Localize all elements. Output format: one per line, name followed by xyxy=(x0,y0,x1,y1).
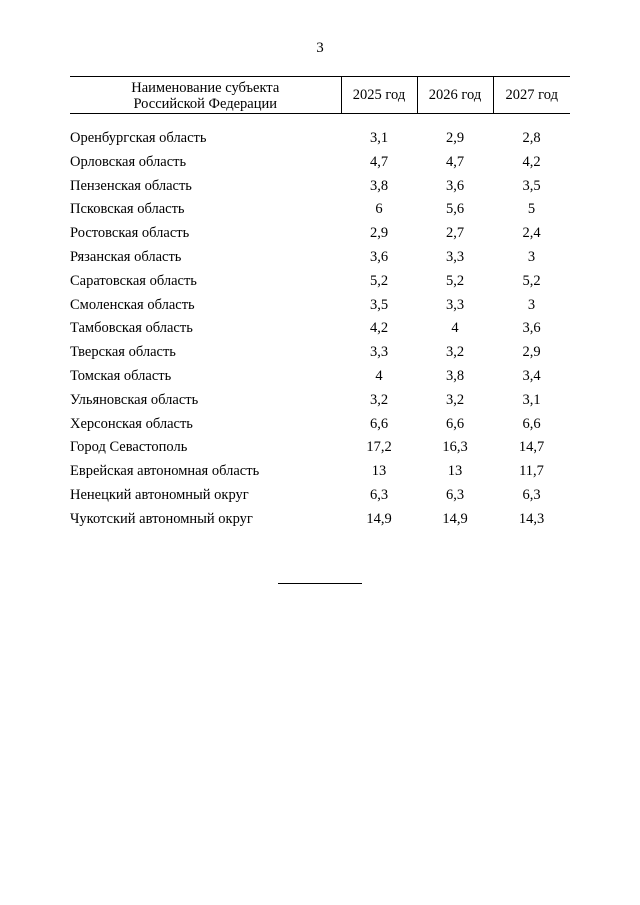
table-body xyxy=(70,114,570,532)
region-name-cell: Саратовская область xyxy=(70,272,197,289)
region-name-cell: Ненецкий автономный округ xyxy=(70,486,249,503)
value-cell-2025: 6,6 xyxy=(369,415,389,432)
table-row xyxy=(70,222,570,246)
header-year-2026: 2026 год xyxy=(417,77,493,114)
value-cell-2025: 3,2 xyxy=(369,391,389,408)
value-cell-2027: 3 xyxy=(527,296,536,313)
table-row xyxy=(70,413,570,437)
value-cell-2027: 14,7 xyxy=(518,439,545,456)
region-name-cell: Город Севастополь xyxy=(70,439,188,456)
region-name-cell: Херсонская область xyxy=(70,415,193,432)
table-row xyxy=(70,198,570,222)
region-name-cell: Тамбовская область xyxy=(70,320,193,337)
region-name-cell: Пензенская область xyxy=(70,177,192,194)
value-cell-2026: 14,9 xyxy=(442,510,468,527)
value-cell-2027: 4,2 xyxy=(522,153,541,170)
header-name-line2: Российской Федерации xyxy=(133,95,278,112)
value-cell-2026: 13 xyxy=(447,463,463,480)
value-cell-2025: 3,5 xyxy=(369,296,389,313)
value-cell-2026: 4,7 xyxy=(445,153,465,170)
value-cell-2027: 11,7 xyxy=(519,463,544,480)
value-cell-2026: 6,3 xyxy=(445,486,465,503)
value-cell-2027: 3,4 xyxy=(522,367,541,384)
regions-table xyxy=(70,76,570,532)
end-divider xyxy=(278,583,362,584)
region-name-cell: Псковская область xyxy=(70,201,185,218)
value-cell-2025: 4,2 xyxy=(369,320,389,337)
value-cell-2025: 14,9 xyxy=(366,510,392,527)
value-cell-2026: 6,6 xyxy=(445,415,465,432)
table-row xyxy=(70,389,570,413)
table-row xyxy=(70,484,570,508)
table-row xyxy=(70,127,570,151)
table-header-row xyxy=(70,77,570,114)
region-name-cell: Томская область xyxy=(70,367,172,384)
value-cell-2026: 3,2 xyxy=(445,344,465,361)
table-row xyxy=(70,151,570,175)
value-cell-2026: 5,2 xyxy=(445,272,465,289)
value-cell-2025: 13 xyxy=(371,463,387,480)
region-name-cell: Чукотский автономный округ xyxy=(70,510,253,527)
value-cell-2026: 4 xyxy=(451,320,459,337)
value-cell-2025: 3,3 xyxy=(369,344,389,361)
value-cell-2025: 2,9 xyxy=(369,225,389,242)
value-cell-2025: 6 xyxy=(375,201,383,218)
value-cell-2026: 2,9 xyxy=(445,130,465,146)
value-cell-2026: 3,3 xyxy=(445,248,465,265)
table-row xyxy=(70,365,570,389)
value-cell-2025: 4 xyxy=(375,367,383,384)
value-cell-2026: 3,8 xyxy=(445,367,465,384)
value-cell-2026: 5,6 xyxy=(445,201,465,218)
page-number: 3 xyxy=(316,40,324,56)
value-cell-2027: 3,1 xyxy=(522,391,541,408)
value-cell-2027: 5,2 xyxy=(522,272,541,289)
value-cell-2026: 3,3 xyxy=(445,296,465,313)
table-row xyxy=(70,175,570,199)
region-name-cell: Смоленская область xyxy=(70,296,195,313)
value-cell-2027: 3 xyxy=(527,248,536,265)
value-cell-2025: 3,1 xyxy=(369,130,389,146)
table-spacer xyxy=(70,114,570,128)
table-row xyxy=(70,436,570,460)
value-cell-2027: 14,3 xyxy=(518,510,545,527)
value-cell-2025: 17,2 xyxy=(366,439,392,456)
value-cell-2025: 3,8 xyxy=(369,177,389,194)
table-row xyxy=(70,317,570,341)
value-cell-2027: 2,4 xyxy=(522,225,541,242)
table-row xyxy=(70,246,570,270)
value-cell-2026: 2,7 xyxy=(445,225,465,242)
region-name-cell: Ростовская область xyxy=(70,225,190,242)
value-cell-2027: 3,6 xyxy=(522,320,541,337)
value-cell-2027: 6,3 xyxy=(522,486,541,503)
value-cell-2025: 4,7 xyxy=(369,153,389,170)
value-cell-2025: 6,3 xyxy=(369,486,389,503)
region-name-cell: Орловская область xyxy=(70,153,187,170)
value-cell-2026: 16,3 xyxy=(442,439,468,456)
value-cell-2026: 3,6 xyxy=(445,177,465,194)
table-row xyxy=(70,460,570,484)
table-row xyxy=(70,341,570,365)
region-name-cell: Ульяновская область xyxy=(70,391,199,408)
value-cell-2027: 2,9 xyxy=(522,344,541,361)
value-cell-2027: 3,5 xyxy=(522,177,541,194)
value-cell-2026: 3,2 xyxy=(445,391,465,408)
region-name-cell: Тверская область xyxy=(70,344,176,361)
header-region-name xyxy=(70,77,341,114)
value-cell-2027: 5 xyxy=(527,201,536,218)
header-name-line1: Наименование субъекта xyxy=(131,79,280,96)
header-year-2027: 2027 год xyxy=(493,77,570,114)
value-cell-2027: 6,6 xyxy=(522,415,541,432)
value-cell-2025: 5,2 xyxy=(369,272,389,289)
table-row xyxy=(70,270,570,294)
value-cell-2025: 3,6 xyxy=(369,248,389,265)
region-name-cell: Оренбургская область xyxy=(70,130,207,146)
table-row xyxy=(70,508,570,532)
table-row xyxy=(70,294,570,318)
region-name-cell: Рязанская область xyxy=(70,248,182,265)
region-name-cell: Еврейская автономная область xyxy=(70,463,260,480)
header-year-2025: 2025 год xyxy=(341,77,417,114)
value-cell-2027: 2,8 xyxy=(522,130,541,146)
